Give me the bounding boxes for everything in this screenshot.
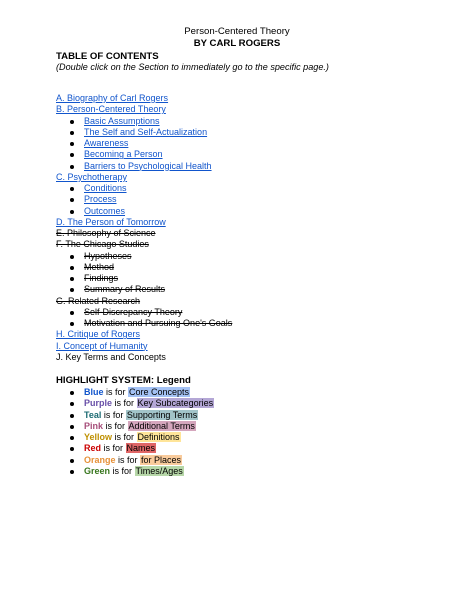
legend-item <box>56 421 454 432</box>
toc-link[interactable]: I. Concept of Humanity <box>56 340 148 351</box>
toc-text: Self-Discrepancy Theory <box>84 306 183 317</box>
legend-list <box>56 387 454 477</box>
toc-text: Motivation and Pursuing One's Goals <box>84 318 233 328</box>
toc-subitem <box>56 251 454 262</box>
toc-text: Method <box>84 261 115 272</box>
legend-item <box>56 398 454 409</box>
toc-link[interactable]: B. Person-Centered Theory <box>56 104 166 115</box>
toc-link[interactable]: Conditions <box>84 183 127 193</box>
toc-link[interactable]: Barriers to Psychological Health <box>84 160 212 171</box>
toc-subitem <box>56 273 454 284</box>
legend-item <box>56 410 454 421</box>
legend-item <box>56 432 454 443</box>
toc-link[interactable]: Awareness <box>84 138 129 148</box>
document-subtitle: BY CARL ROGERS <box>193 38 281 49</box>
legend-meaning: Additional Terms <box>128 420 195 431</box>
toc-subitem <box>56 284 454 295</box>
legend-color-name: Pink <box>84 420 104 431</box>
toc-item <box>56 239 454 250</box>
legend-connector: is for <box>112 432 137 443</box>
spacer <box>56 73 454 93</box>
toc-subitem <box>56 307 454 318</box>
toc-item[interactable] <box>56 329 454 340</box>
legend-color-name: Blue <box>84 387 104 397</box>
legend-heading: HIGHLIGHT SYSTEM: Legend <box>56 375 191 386</box>
toc-subitem[interactable] <box>56 194 454 205</box>
toc-subitem[interactable] <box>56 206 454 217</box>
legend-color-name: Teal <box>84 409 102 420</box>
toc-link[interactable]: Becoming a Person <box>84 149 163 160</box>
legend-color-name: Yellow <box>84 432 113 443</box>
toc-text: G. Related Research <box>56 295 141 306</box>
legend-item <box>56 387 454 398</box>
legend-item <box>56 455 454 466</box>
legend-meaning: Core Concepts <box>129 387 190 397</box>
toc-link[interactable]: The Self and Self-Actualization <box>84 126 208 137</box>
toc-link[interactable]: Process <box>84 194 117 205</box>
toc-item[interactable] <box>56 217 454 228</box>
toc-item <box>56 352 454 363</box>
legend-item <box>56 443 454 454</box>
legend-meaning: Times/Ages <box>135 466 183 477</box>
legend-meaning: for Places <box>141 454 182 465</box>
document-title: Person-Centered Theory <box>184 26 290 37</box>
toc-text: Summary of Results <box>84 284 166 295</box>
toc-item[interactable] <box>56 172 454 183</box>
legend-color-name: Red <box>84 443 102 454</box>
document-body <box>56 51 454 477</box>
toc-heading: TABLE OF CONTENTS <box>56 51 159 62</box>
toc-item[interactable] <box>56 341 454 352</box>
toc-text: J. Key Terms and Concepts <box>56 351 166 362</box>
legend-color-name: Orange <box>84 454 116 465</box>
toc-subitem <box>56 262 454 273</box>
toc-subitem[interactable] <box>56 161 454 172</box>
toc-text: Hypotheses <box>84 250 132 261</box>
legend-item <box>56 466 454 477</box>
toc-item[interactable] <box>56 93 454 104</box>
legend-color-name: Purple <box>84 398 113 409</box>
legend-connector: is for <box>103 387 129 397</box>
toc-text: F. The Chicago Studies <box>56 239 149 250</box>
legend-connector: is for <box>101 409 126 420</box>
legend-connector: is for <box>103 420 128 431</box>
toc-item <box>56 228 454 239</box>
legend-meaning: Key Subcategories <box>137 398 214 409</box>
toc-link[interactable]: D. The Person of Tomorrow <box>56 216 166 227</box>
toc-link[interactable]: C. Psychotherapy <box>56 171 128 182</box>
toc-link[interactable]: Outcomes <box>84 205 126 216</box>
toc-link[interactable]: A. Biography of Carl Rogers <box>56 93 169 103</box>
toc-link[interactable]: H. Critique of Rogers <box>56 329 141 340</box>
toc-text: E. Philosophy of Science <box>56 228 156 238</box>
toc-list <box>56 93 454 363</box>
legend-meaning: Supporting Terms <box>126 409 198 420</box>
legend-meaning: Names <box>126 443 156 454</box>
toc-subitem[interactable] <box>56 127 454 138</box>
legend-connector: is for <box>115 454 141 465</box>
legend-connector: is for <box>112 398 137 409</box>
toc-item <box>56 296 454 307</box>
toc-subitem <box>56 318 454 329</box>
legend-meaning: Definitions <box>137 432 180 443</box>
toc-subitem[interactable] <box>56 116 454 127</box>
legend-connector: is for <box>101 443 126 454</box>
toc-text: Findings <box>84 273 119 283</box>
toc-subitem[interactable] <box>56 183 454 194</box>
toc-item[interactable] <box>56 104 454 115</box>
legend-connector: is for <box>110 466 135 477</box>
legend-color-name: Green <box>84 466 111 477</box>
toc-subitem[interactable] <box>56 138 454 149</box>
toc-instruction: (Double click on the Section to immediately go to the specific page.) <box>56 62 329 72</box>
toc-subitem[interactable] <box>56 149 454 160</box>
toc-link[interactable]: Basic Assumptions <box>84 115 160 126</box>
